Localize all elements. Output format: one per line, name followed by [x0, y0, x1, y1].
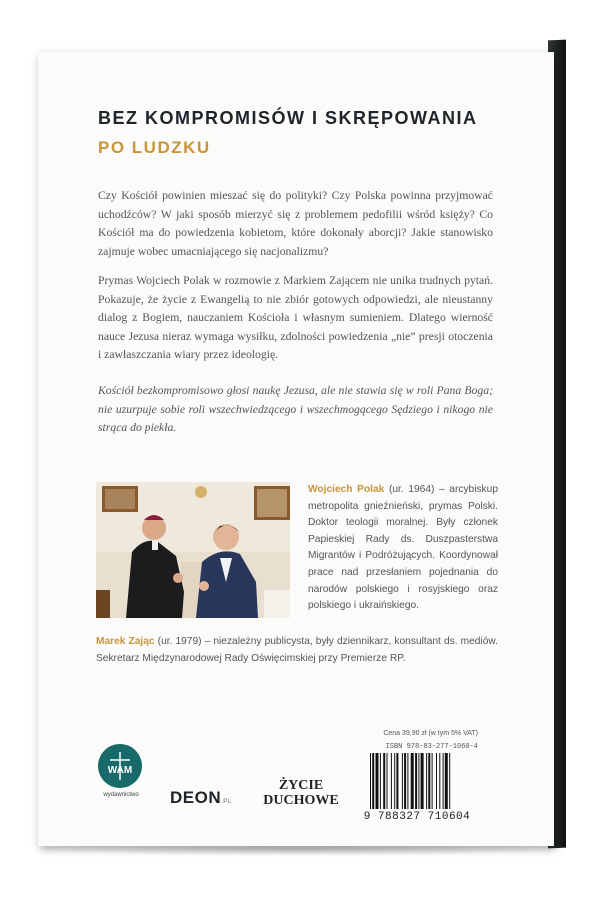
- barcode-bar: [439, 753, 440, 809]
- barcode-bar: [394, 753, 395, 809]
- barcode-bar: [402, 753, 403, 809]
- barcode-bar: [426, 753, 427, 809]
- cover-subtitle: PO LUDZKU: [98, 138, 211, 157]
- isbn-label: ISBN 978-83-277-1060-4: [385, 743, 478, 751]
- svg-text:WAM: WAM: [107, 765, 133, 776]
- barcode-number: 9 788327 710604: [363, 811, 471, 823]
- authors-photo-illustration: [96, 482, 290, 618]
- barcode-bar: [387, 753, 388, 809]
- barcode-bar: [428, 753, 430, 809]
- author-bio-zajac: [96, 634, 498, 667]
- deon-logo: [170, 788, 232, 808]
- barcode-bar: [418, 753, 419, 809]
- wam-publisher-logo: [98, 744, 142, 788]
- barcode-bar: [376, 753, 379, 809]
- barcode-bar: [370, 753, 371, 809]
- wam-publisher-label: wydawnictwo: [103, 792, 139, 798]
- barcode-bar: [372, 753, 374, 809]
- zycie-duchowe-logo: [258, 778, 344, 808]
- barcode-bar: [380, 753, 381, 809]
- wam-logo-icon: [98, 744, 142, 788]
- author-name-polak: Wojciech Polak: [308, 484, 385, 495]
- barcode-bar: [421, 753, 424, 809]
- barcode-bar: [432, 753, 433, 809]
- barcode-bar: [436, 753, 437, 809]
- blurb-quote: Kościół bezkompromisowo głosi naukę Jezusa, ale nie stawia się w roli Pana Boga; nie uzurpuje sobie roli wszechwiedzącego i wszechmogącego Sędziego i nikogo nie strąca do piekła.: [98, 384, 493, 434]
- barcode-bar: [445, 753, 448, 809]
- barcode-bar: [391, 753, 392, 809]
- author-name-zajac: Marek Zając: [96, 636, 155, 647]
- barcode-bar: [449, 753, 450, 809]
- author-bio-zajac-text: (ur. 1979) – niezależny publicysta, były dziennikarz, konsultant ds. mediów. Sekretarz Międzynarodowej Rady Oświęcimskiej przy Premierze RP.: [96, 636, 498, 664]
- zycie-logo-line1: ŻYCIE: [278, 778, 324, 793]
- blurb-paragraph-1: Czy Kościół powinien mieszać się do polityki? Czy Polska powinna przyjmować uchodźców? W jaki sposób mierzyć się z problemem pedofilii wśród księży? Co Kościół ma do powiedzenia kobietom, które dokonały aborcji? Jakie stanowisko zajmuje wobec umacniającego się nacjonalizmu?: [98, 189, 493, 258]
- authors-photo: [96, 482, 290, 618]
- barcode-bar: [396, 753, 398, 809]
- deon-logo-suffix: .PL: [221, 799, 232, 805]
- author-bio-polak: [308, 482, 498, 615]
- author-bio-polak-text: (ur. 1964) – arcybiskup metropolita gnieźnieński, prymas Polski. Doktor teologii moralnej. Były członek Papieskiej Rady ds. Duszpasterstwa Migrantów i Podróżujących. Koordynował prace nad przesłaniem pojednania do narodów polskiego i rosyjskiego oraz polskiego i ukraińskiego.: [308, 484, 498, 612]
- barcode-bar: [443, 753, 444, 809]
- barcode-bar: [407, 753, 408, 809]
- barcode-bar: [415, 753, 417, 809]
- barcode-bar: [411, 753, 414, 809]
- barcode-bar: [404, 753, 406, 809]
- zycie-logo-line2: DUCHOWE: [263, 793, 339, 808]
- book-back-cover: [38, 52, 554, 846]
- blurb-paragraph-2: Prymas Wojciech Polak w rozmowie z Markiem Zającem nie unika trudnych pytań. Pokazuje, że życie z Ewangelią to nie zbiór gotowych odpowiedzi, ale nieustanny dialog z Bogiem, nauczaniem Kościoła i własnym sumieniem. Dlatego wierność nauce Jezusa nieraz wymaga wysiłku, zdolności powiedzenia „nie” presji otoczenia i zawłaszczania wiary przez ideologię.: [98, 274, 493, 361]
- deon-logo-text: DEON: [170, 788, 222, 807]
- cover-title: BEZ KOMPROMISÓW I SKRĘPOWANIA: [98, 108, 478, 128]
- barcode-bar: [383, 753, 385, 809]
- barcode: [368, 753, 478, 809]
- price-label: Cena 39,90 zł (w tym 5% VAT): [383, 730, 478, 737]
